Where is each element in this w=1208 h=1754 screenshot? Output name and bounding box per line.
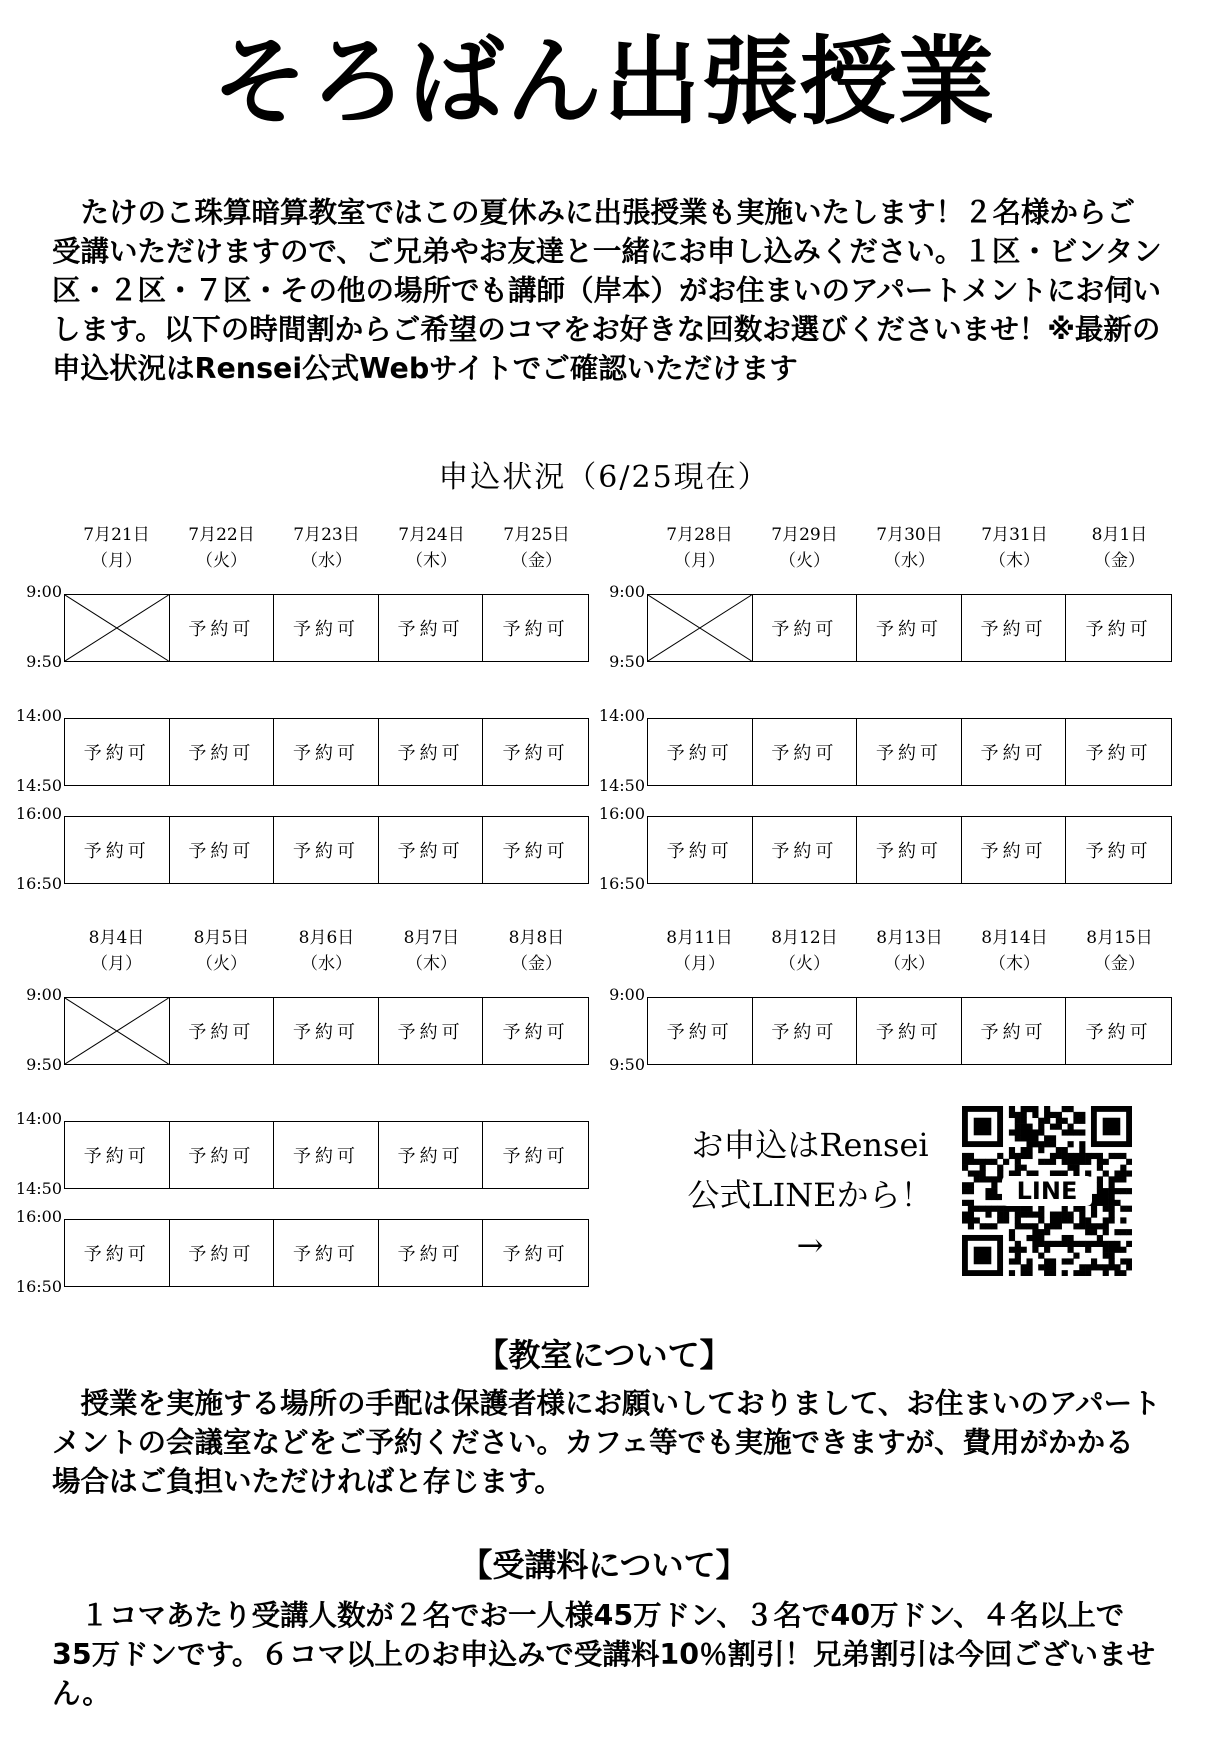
slot-cell-available[interactable]: 予約可 (379, 1122, 484, 1188)
slot-start-time: 16:00 (598, 804, 645, 823)
classroom-heading: 【教室について】 (476, 1336, 732, 1374)
status-title: 申込状況（6/25現在） (438, 460, 770, 495)
week-block (15, 925, 592, 1296)
slot-end-time: 16:50 (598, 874, 645, 893)
page-title: そろばん出張授業 (212, 26, 996, 138)
slot-row (647, 816, 1172, 884)
slot-cell-available[interactable]: 予約可 (502, 841, 569, 862)
day-header (274, 522, 379, 574)
day-date: 8月15日 (1086, 928, 1153, 948)
slot-cell-unavailable (65, 595, 170, 661)
slot-cell-available[interactable]: 予約可 (379, 998, 484, 1064)
slot-start-time: 14:00 (15, 706, 62, 725)
week-block (598, 522, 1175, 893)
slot-cell-available[interactable]: 予約可 (753, 817, 858, 883)
slot-start-time: 9:00 (26, 985, 62, 1004)
day-date: 7月21日 (83, 525, 150, 545)
day-weekday: （水） (884, 551, 935, 571)
day-weekday: （火） (779, 954, 830, 974)
day-header (169, 522, 274, 574)
day-header (962, 522, 1067, 574)
slot-cell-available[interactable]: 予約可 (1085, 619, 1152, 640)
slot-cell-available[interactable]: 予約可 (170, 998, 275, 1064)
slot-cell-available[interactable]: 予約可 (65, 1122, 170, 1188)
slot-cell-available[interactable]: 予約可 (648, 817, 753, 883)
slot-row (64, 997, 589, 1065)
slot-cell-available[interactable]: 予約可 (648, 998, 753, 1064)
day-header (752, 925, 857, 977)
slot-cell-available[interactable]: 予約可 (502, 619, 569, 640)
day-header (857, 925, 962, 977)
day-weekday: （木） (406, 954, 457, 974)
slot-cell-available[interactable]: 予約可 (857, 817, 962, 883)
day-date: 7月23日 (293, 525, 360, 545)
week-block (609, 925, 1175, 1075)
slot-end-time: 14:50 (598, 776, 645, 795)
day-weekday: （木） (989, 551, 1040, 571)
day-header (169, 925, 274, 977)
apply-line2: 公式LINEから！ (687, 1176, 933, 1214)
slot-cell-available[interactable]: 予約可 (1085, 841, 1152, 862)
day-weekday: （木） (989, 954, 1040, 974)
intro-text: たけのこ珠算暗算教室ではこの夏休みに出張授業も実施いたします！２名様からご受講いただけますので、ご兄弟やお友達と一緒にお申し込みください。１区・ビンタン区・２区・７区・その他の場所でも講師（岸本）がお住まいのアパートメントにお伺いします。以下の時間割からご希望のコマをお好きな回数お選びくださいませ！※最新の申込状況はRensei公式Webサイトでご確認いただけます (52, 196, 1162, 385)
cross-icon (648, 595, 752, 661)
arrow-right-icon: → (796, 1226, 824, 1264)
slot-cell-available[interactable]: 予約可 (1085, 1022, 1152, 1043)
fee-heading: 【受講料について】 (460, 1546, 748, 1584)
day-header (1067, 522, 1172, 574)
day-header (64, 925, 169, 977)
day-date: 7月28日 (666, 525, 733, 545)
day-date: 8月12日 (771, 928, 838, 948)
cross-icon (65, 595, 169, 661)
slot-cell-unavailable (648, 595, 753, 661)
day-weekday: （月） (91, 551, 142, 571)
slot-cell-available[interactable]: 予約可 (502, 1022, 569, 1043)
slot-end-time: 16:50 (15, 874, 62, 893)
slot-start-time: 16:00 (15, 1207, 62, 1226)
slot-cell-available[interactable]: 予約可 (65, 817, 170, 883)
classroom-text: 授業を実施する場所の手配は保護者様にお願いしておりまして、お住まいのアパートメントの会議室などをご予約ください。カフェ等でも実施できますが、費用がかかる場合はご負担いただければと存じます。 (52, 1387, 1161, 1498)
slot-end-time: 14:50 (15, 776, 62, 795)
day-weekday: （金） (511, 551, 562, 571)
slot-row (64, 1219, 589, 1287)
slot-cell-unavailable (65, 998, 170, 1064)
day-date: 8月6日 (298, 928, 355, 948)
slot-cell-available[interactable]: 予約可 (857, 998, 962, 1064)
slot-cell-available[interactable]: 予約可 (274, 1220, 379, 1286)
day-header (857, 522, 962, 574)
day-date: 7月22日 (188, 525, 255, 545)
slot-cell-available[interactable]: 予約可 (1085, 743, 1152, 764)
day-header (1067, 925, 1172, 977)
day-weekday: （火） (196, 954, 247, 974)
day-weekday: （火） (779, 551, 830, 571)
slot-end-time: 9:50 (609, 1055, 645, 1074)
slot-end-time: 9:50 (26, 1055, 62, 1074)
slot-cell-available[interactable]: 予約可 (962, 719, 1067, 785)
week-block (15, 522, 592, 893)
slot-cell-available[interactable]: 予約可 (753, 998, 858, 1064)
day-date: 7月25日 (503, 525, 570, 545)
slot-end-time: 9:50 (26, 652, 62, 671)
day-weekday: （月） (91, 954, 142, 974)
slot-cell-available[interactable]: 予約可 (379, 1220, 484, 1286)
slot-cell-available[interactable]: 予約可 (65, 719, 170, 785)
slot-start-time: 14:00 (598, 706, 645, 725)
slot-row (64, 816, 589, 884)
slot-cell-available[interactable]: 予約可 (857, 719, 962, 785)
slot-start-time: 14:00 (15, 1109, 62, 1128)
slot-cell-available[interactable]: 予約可 (379, 817, 484, 883)
slot-end-time: 16:50 (15, 1277, 62, 1296)
day-date: 7月29日 (771, 525, 838, 545)
slot-cell-available[interactable]: 予約可 (65, 1220, 170, 1286)
slot-cell-available[interactable]: 予約可 (274, 1122, 379, 1188)
slot-cell-available[interactable]: 予約可 (170, 1220, 275, 1286)
apply-line1: お申込はRensei (691, 1126, 929, 1164)
slot-cell-available[interactable]: 予約可 (502, 1146, 569, 1167)
day-date: 7月30日 (876, 525, 943, 545)
slot-cell-available[interactable]: 予約可 (170, 817, 275, 883)
day-date: 7月24日 (398, 525, 465, 545)
slot-row (647, 997, 1172, 1065)
day-header (484, 522, 589, 574)
cross-icon (65, 998, 169, 1064)
slot-cell-available[interactable]: 予約可 (274, 817, 379, 883)
day-weekday: （月） (674, 551, 725, 571)
slot-cell-available[interactable]: 予約可 (502, 1244, 569, 1265)
slot-cell-available[interactable]: 予約可 (962, 595, 1067, 661)
day-date: 8月7日 (403, 928, 460, 948)
slot-cell-available[interactable]: 予約可 (379, 595, 484, 661)
apply-note (670, 1120, 950, 1270)
slot-row (64, 594, 589, 662)
day-date: 7月31日 (981, 525, 1048, 545)
day-header (962, 925, 1067, 977)
slot-cell-available[interactable]: 予約可 (274, 998, 379, 1064)
day-weekday: （水） (884, 954, 935, 974)
day-weekday: （木） (406, 551, 457, 571)
day-header (64, 522, 169, 574)
day-header (379, 925, 484, 977)
slot-row (64, 718, 589, 786)
day-date: 8月13日 (876, 928, 943, 948)
day-weekday: （月） (674, 954, 725, 974)
slot-cell-available[interactable]: 予約可 (379, 719, 484, 785)
line-logo: LINE (1002, 1176, 1092, 1206)
day-date: 8月1日 (1091, 525, 1148, 545)
slot-cell-available[interactable]: 予約可 (170, 719, 275, 785)
slot-row (64, 1121, 589, 1189)
day-weekday: （金） (1094, 954, 1145, 974)
slot-cell-available[interactable]: 予約可 (753, 719, 858, 785)
slot-cell-available[interactable]: 予約可 (170, 595, 275, 661)
day-weekday: （水） (301, 954, 352, 974)
day-header (484, 925, 589, 977)
slot-end-time: 14:50 (15, 1179, 62, 1198)
qr-code-icon[interactable] (962, 1106, 1132, 1276)
slot-start-time: 9:00 (609, 582, 645, 601)
day-header (647, 925, 752, 977)
slot-cell-available[interactable]: 予約可 (962, 998, 1067, 1064)
slot-cell-available[interactable]: 予約可 (753, 595, 858, 661)
slot-cell-available[interactable]: 予約可 (648, 719, 753, 785)
day-weekday: （火） (196, 551, 247, 571)
slot-row (647, 718, 1172, 786)
slot-cell-available[interactable]: 予約可 (962, 817, 1067, 883)
slot-start-time: 9:00 (26, 582, 62, 601)
day-header (274, 925, 379, 977)
slot-cell-available[interactable]: 予約可 (502, 743, 569, 764)
day-weekday: （金） (1094, 551, 1145, 571)
slot-row (647, 594, 1172, 662)
day-header (647, 522, 752, 574)
fee-text: １コマあたり受講人数が２名でお一人様45万ドン、３名で40万ドン、４名以上で35万ドンです。６コマ以上のお申込みで受講料10％割引！兄弟割引は今回ございません。 (52, 1599, 1156, 1710)
day-header (379, 522, 484, 574)
day-header (752, 522, 857, 574)
slot-start-time: 16:00 (15, 804, 62, 823)
slot-cell-available[interactable]: 予約可 (274, 595, 379, 661)
slot-cell-available[interactable]: 予約可 (274, 719, 379, 785)
day-date: 8月11日 (666, 928, 733, 948)
day-date: 8月4日 (88, 928, 145, 948)
day-weekday: （水） (301, 551, 352, 571)
slot-cell-available[interactable]: 予約可 (170, 1122, 275, 1188)
slot-end-time: 9:50 (609, 652, 645, 671)
slot-cell-available[interactable]: 予約可 (857, 595, 962, 661)
day-date: 8月5日 (193, 928, 250, 948)
day-weekday: （金） (511, 954, 562, 974)
day-date: 8月14日 (981, 928, 1048, 948)
slot-start-time: 9:00 (609, 985, 645, 1004)
day-date: 8月8日 (508, 928, 565, 948)
